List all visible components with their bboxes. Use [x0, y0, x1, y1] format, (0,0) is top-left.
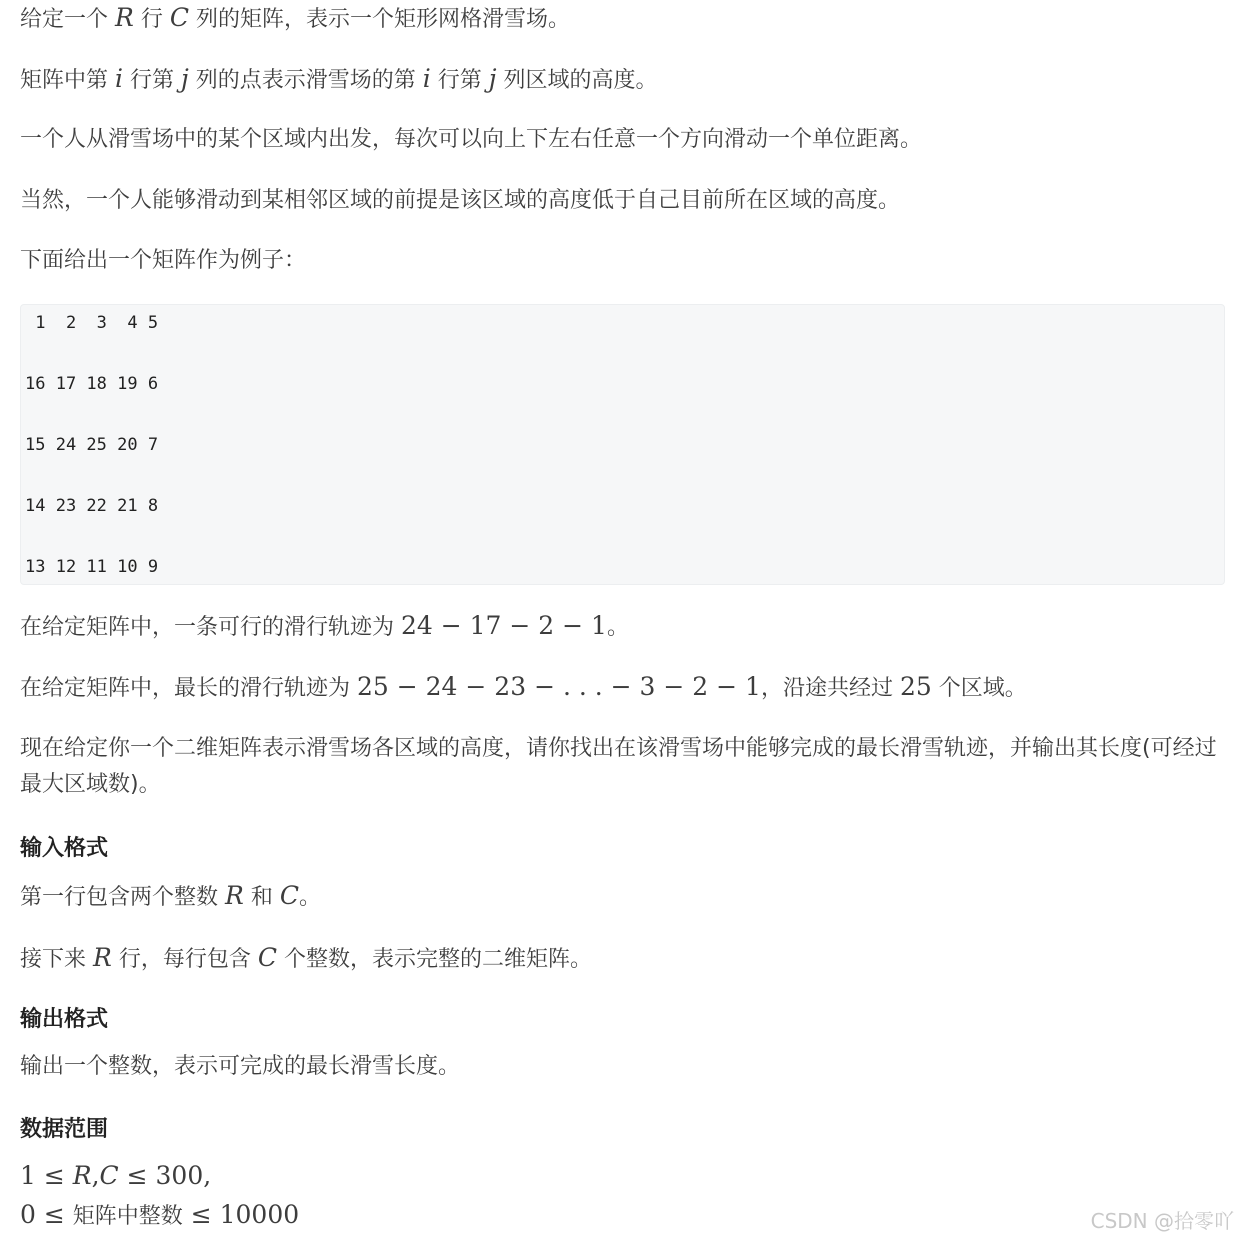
math-var-i: i: [422, 64, 431, 93]
math-var-j: j: [181, 64, 189, 93]
matrix-row: 16 17 18 19 6: [25, 374, 159, 394]
example-matrix-code-block: [20, 304, 1225, 585]
data-range-heading: 数据范围: [20, 1117, 109, 1142]
text: 行第: [430, 68, 489, 93]
paragraph-feasible-path: [20, 608, 629, 646]
math-text: ≤ 10000: [182, 1200, 300, 1229]
math-text: 0 ≤: [20, 1200, 73, 1229]
math-var-r: R: [225, 881, 244, 910]
input-format-line2: [20, 940, 592, 978]
text: 第一行包含两个整数: [20, 885, 225, 910]
math-var-r: R: [115, 3, 134, 32]
text: 行第: [123, 68, 181, 93]
data-range-line1: [20, 1158, 211, 1196]
paragraph-intro: [20, 0, 570, 38]
math-var-j: j: [488, 64, 497, 93]
math-number: 25: [899, 672, 932, 701]
math-var-c: C: [257, 943, 277, 972]
math-path: 25 − 24 − 23 − . . . − 3 − 2 − 1: [357, 672, 761, 701]
matrix-row: 15 24 25 20 7: [25, 435, 159, 455]
text: ，沿途共经过: [760, 676, 900, 701]
output-format-heading: 输出格式: [20, 1007, 109, 1032]
text: 矩阵中第: [20, 68, 115, 93]
input-format-line1: [20, 878, 321, 916]
text: 矩阵中整数: [72, 1204, 183, 1229]
text: 列的点表示滑雪场的第: [188, 68, 423, 93]
math-text: ,: [91, 1161, 100, 1190]
matrix-row: 14 23 22 21 8: [25, 496, 159, 516]
math-var-c: C: [169, 3, 189, 32]
text: 在给定矩阵中，一条可行的滑行轨迹为: [20, 615, 401, 640]
paragraph-example-intro: 下面给出一个矩阵作为例子：: [20, 248, 307, 273]
math-text: ≤ 300,: [118, 1161, 212, 1190]
text: 行，每行包含: [111, 947, 258, 972]
paragraph-movement: 一个人从滑雪场中的某个区域内出发，每次可以向上下左右任意一个方向滑动一个单位距离。: [20, 127, 923, 152]
math-path: 24 − 17 − 2 − 1: [401, 611, 607, 640]
paragraph-cell-meaning: [20, 61, 658, 99]
math-var-i: i: [115, 64, 123, 93]
math-text: 1 ≤: [20, 1161, 73, 1190]
data-range-line2: [20, 1197, 299, 1235]
text: 和: [243, 885, 280, 910]
paragraph-longest-path: [20, 669, 1027, 707]
text: 列的矩阵，表示一个矩形网格滑雪场。: [188, 7, 570, 32]
csdn-watermark: CSDN @拾零吖: [1090, 1209, 1234, 1233]
math-var-c: C: [99, 1161, 119, 1190]
matrix-row: 1 2 3 4 5: [25, 313, 159, 333]
text: 个整数，表示完整的二维矩阵。: [276, 947, 592, 972]
output-format-line1: 输出一个整数，表示可完成的最长滑雪长度。: [20, 1054, 461, 1079]
matrix-row: 13 12 11 10 9: [25, 557, 159, 577]
math-var-c: C: [279, 881, 299, 910]
paragraph-task: 现在给定你一个二维矩阵表示滑雪场各区域的高度，请你找出在该滑雪场中能够完成的最长滑雪轨迹，并输出其长度(可经过最大区域数)。: [20, 736, 1217, 797]
text: 列区域的高度。: [496, 68, 658, 93]
text: 给定一个: [20, 7, 115, 32]
text: 行: [133, 7, 170, 32]
math-var-r: R: [72, 1161, 92, 1190]
input-format-heading: 输入格式: [20, 836, 109, 861]
math-var-r: R: [93, 943, 112, 972]
text: 接下来: [20, 947, 93, 972]
text: 在给定矩阵中，最长的滑行轨迹为: [20, 676, 357, 701]
text: 。: [606, 615, 629, 640]
text: 个区域。: [931, 676, 1027, 701]
paragraph-condition: 当然，一个人能够滑动到某相邻区域的前提是该区域的高度低于自己目前所在区域的高度。: [20, 188, 901, 213]
text: 。: [298, 885, 321, 910]
